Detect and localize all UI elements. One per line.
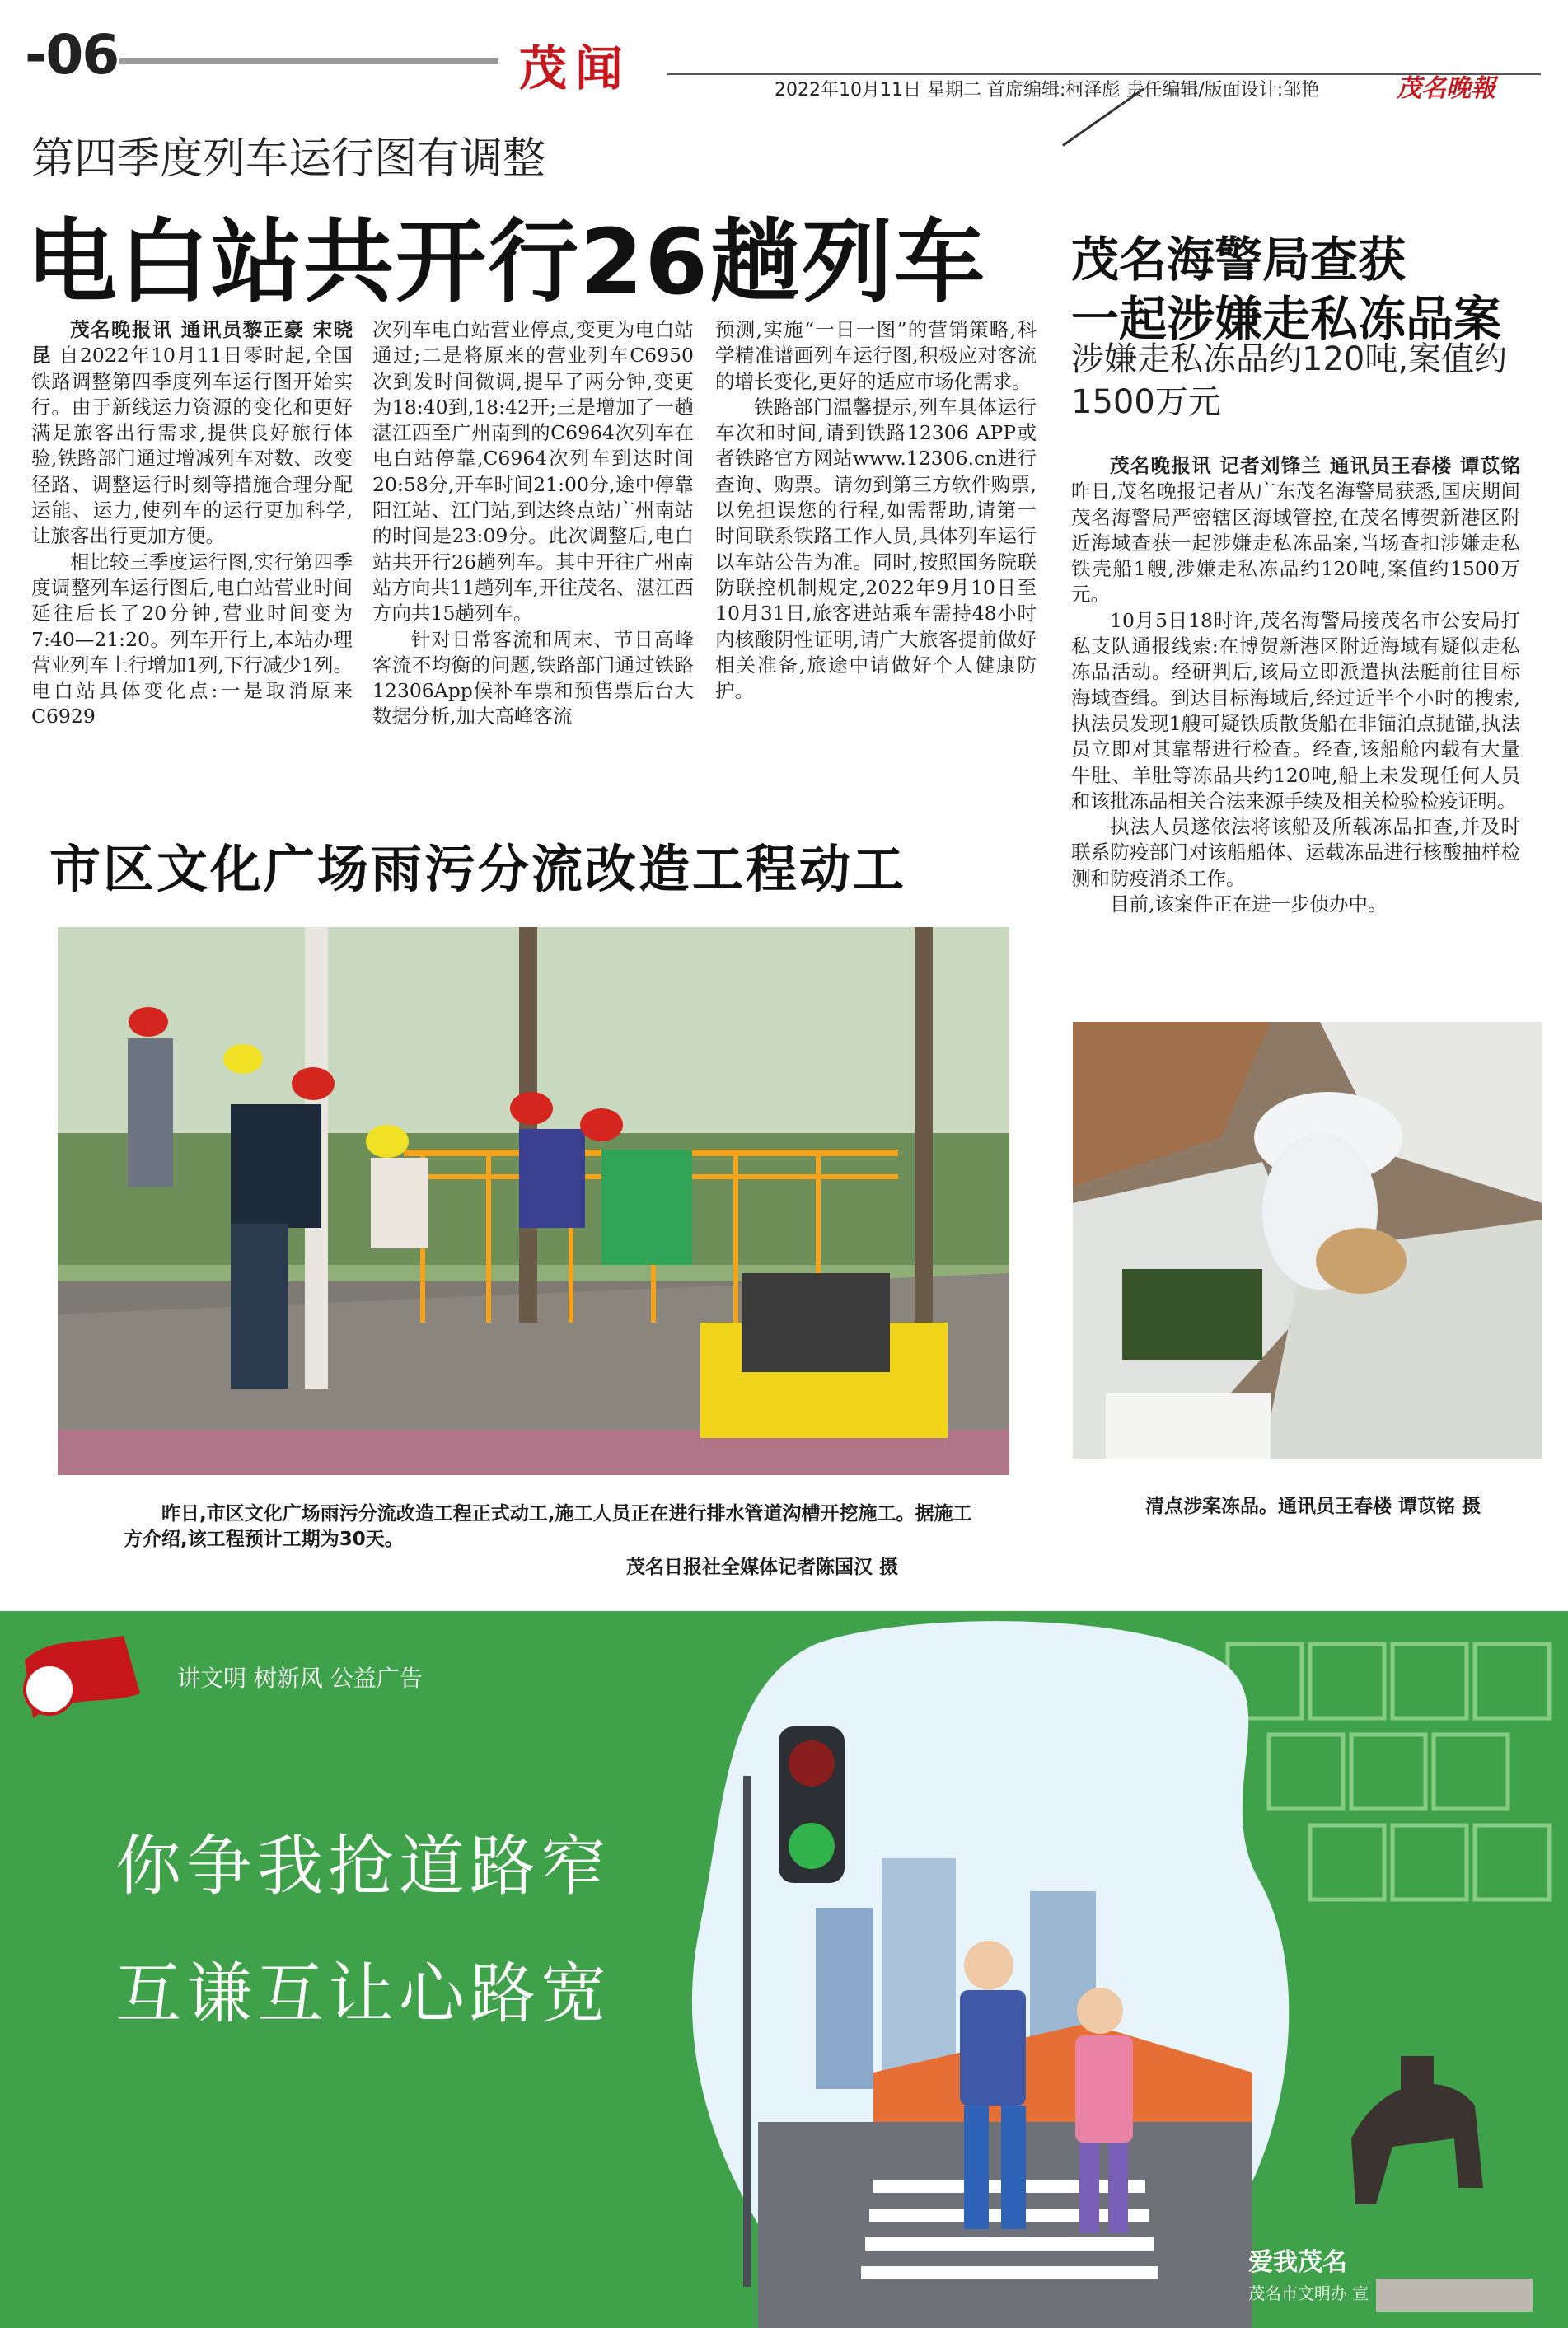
right-p2: 10月5日18时许,茂名海警局接茂名市公安局打私支队通报线索:在博贺新港区附近海域有疑似走私冻品活动。经研判后,该局立即派遣执法艇前往目标海域查缉。到达目标海域后,经过近半个小时的搜索,执法员发现1艘可疑铁质散货船在非锚泊点抛锚,执法员立即对其靠帮进行检查。经查,该船舱内载有大量牛肚、羊肚等冻品共约120吨,船上未发现任何人员和该批冻品相关合法来源手续及相关检验检疫证明。 xyxy=(1071,608,1520,813)
photo-caption: 昨日,市区文化广场雨污分流改造工程正式动工,施工人员正在进行排水管道沟槽开挖施工。据施工方介绍,该工程预计工期为30天。 xyxy=(124,1503,972,1550)
section-name: 茂闻 xyxy=(519,40,632,96)
right-subhead: 涉嫌走私冻品约120吨,案值约1500万元 xyxy=(1071,340,1508,421)
seized-goods-photo xyxy=(1073,1022,1542,1459)
right-p3: 执法人员遂依法将该船及所载冻品扣查,并及时联系防疫部门对该船船体、运载冻品进行核酸抽样检测和防疫消杀工作。 xyxy=(1071,815,1520,890)
page-number: -06 xyxy=(25,23,119,87)
main-column-2 xyxy=(372,317,694,730)
main-headline: 电白站共开行26趟列车 xyxy=(26,209,987,315)
main-col2-p1: 次列车电白站营业停点,变更为电白站通过;二是将原来的营业列车C6950次到发时间微调,提早了两分钟,变更为18:40到,18:42开;三是增加了一趟湛江西至广州南到的C6964次列车在电白站停靠,C6964次列车到达时间20:58分,开车时间21:00分,途中停靠阳江站、江门站,到达终点站广州南站的时间是23:09分。此次调整后,电白站共开行26趟列车。其中开往广州南站方向共11趟列车,开往茂名、湛江西方向共15趟列车。 xyxy=(372,318,694,625)
right-headline-2: 一起涉嫌走私冻品案 xyxy=(1071,291,1502,347)
ad-slogan-1: 你争我抢道路窄 xyxy=(115,1828,611,1904)
ad-sponsor: 茂名市文明办 宣 xyxy=(1248,2284,1369,2303)
photo-credit: 茂名日报社全媒体记者陈国汉 摄 xyxy=(626,1557,899,1578)
public-service-ad xyxy=(0,1611,1568,2328)
construction-photo xyxy=(58,927,1009,1475)
date-editor-line: 2022年10月11日 星期二 首席编辑:柯泽彪 责任编辑/版面设计:邹艳 xyxy=(775,80,1320,101)
main-column-1 xyxy=(31,317,353,730)
right-p1: 昨日,茂名晚报记者从广东茂名海警局获悉,国庆期间茂名海警局严密辖区海域管控,在茂名博贺新港区附近海域查获一起涉嫌走私冻品案,当场查扣涉嫌走私铁壳船1艘,涉嫌走私冻品约120吨,案值约1500万元。 xyxy=(1071,480,1520,607)
header-rule-left xyxy=(119,58,498,64)
right-photo-caption: 清点涉案冻品。通讯员王春楼 谭苡铭 摄 xyxy=(1145,1496,1481,1517)
main-col1-p1: 自2022年10月11日零时起,全国铁路调整第四季度列车运行图开始实行。由于新线运力资源的变化和更好满足旅客出行需求,提供良好旅行体验,铁路部门通过增减列车对数、改变径路、调整运行时刻等措施合理分配运能、运力,使列车的运行更加科学,让旅客出行更加方便。 xyxy=(31,344,353,548)
main-column-3 xyxy=(715,317,1037,704)
main-col2-p2: 针对日常客流和周末、节日高峰客流不均衡的问题,铁路部门通过铁路12306App候补车票和预售票后台大数据分析,加大高峰客流 xyxy=(372,627,694,728)
main-kicker: 第四季度列车运行图有调整 xyxy=(31,134,546,184)
right-byline: 茂名晚报讯 记者刘锋兰 通讯员王春楼 谭苡铭 xyxy=(1110,454,1520,477)
right-headline-1: 茂名海警局查获 xyxy=(1071,232,1407,288)
right-p4: 目前,该案件正在进一步侦办中。 xyxy=(1110,892,1388,916)
main-byline: 茂名晚报讯 通讯员黎正豪 宋晓昆 xyxy=(31,318,353,368)
photo-story-headline: 市区文化广场雨污分流改造工程动工 xyxy=(49,839,907,899)
ad-tag: 讲文明 树新风 公益广告 xyxy=(177,1665,423,1692)
main-col3-p1: 预测,实施“一日一图”的营销策略,科学精准谱画列车运行图,积极应对客流的增长变化,更好的适应市场化需求。 xyxy=(715,318,1037,393)
right-story-body xyxy=(1071,453,1520,917)
main-col3-p2: 铁路部门温馨提示,列车具体运行车次和时间,请到铁路12306 APP或者铁路官方网站www.12306.cn进行查询、购票。请勿到第三方软件购票,以免担误您的行程,如需帮助,请第一时间联系铁路工作人员,具体列车运行以车站公告为准。同时,按照国务院联防联控机制规定,2022年9月10日至10月31日,旅客进站乘车需持48小时内核酸阴性证明,请广大旅客提前做好相关准备,旅途中请做好个人健康防护。 xyxy=(715,395,1037,703)
ad-brand: 爱我茂名 xyxy=(1248,2248,1347,2277)
paper-logo: 茂名晚報 xyxy=(1397,74,1495,103)
main-col1-p2: 相比较三季度运行图,实行第四季度调整列车运行图后,电白站营业时间延往后长了20分钟,营业时间变为7:40—21:20。列车开行上,本站办理营业列车上行增加1列,下行减少1列。电白站具体变化点:一是取消原来C6929 xyxy=(31,550,353,728)
ad-slogan-2: 互谦互让心路宽 xyxy=(115,1956,611,2032)
